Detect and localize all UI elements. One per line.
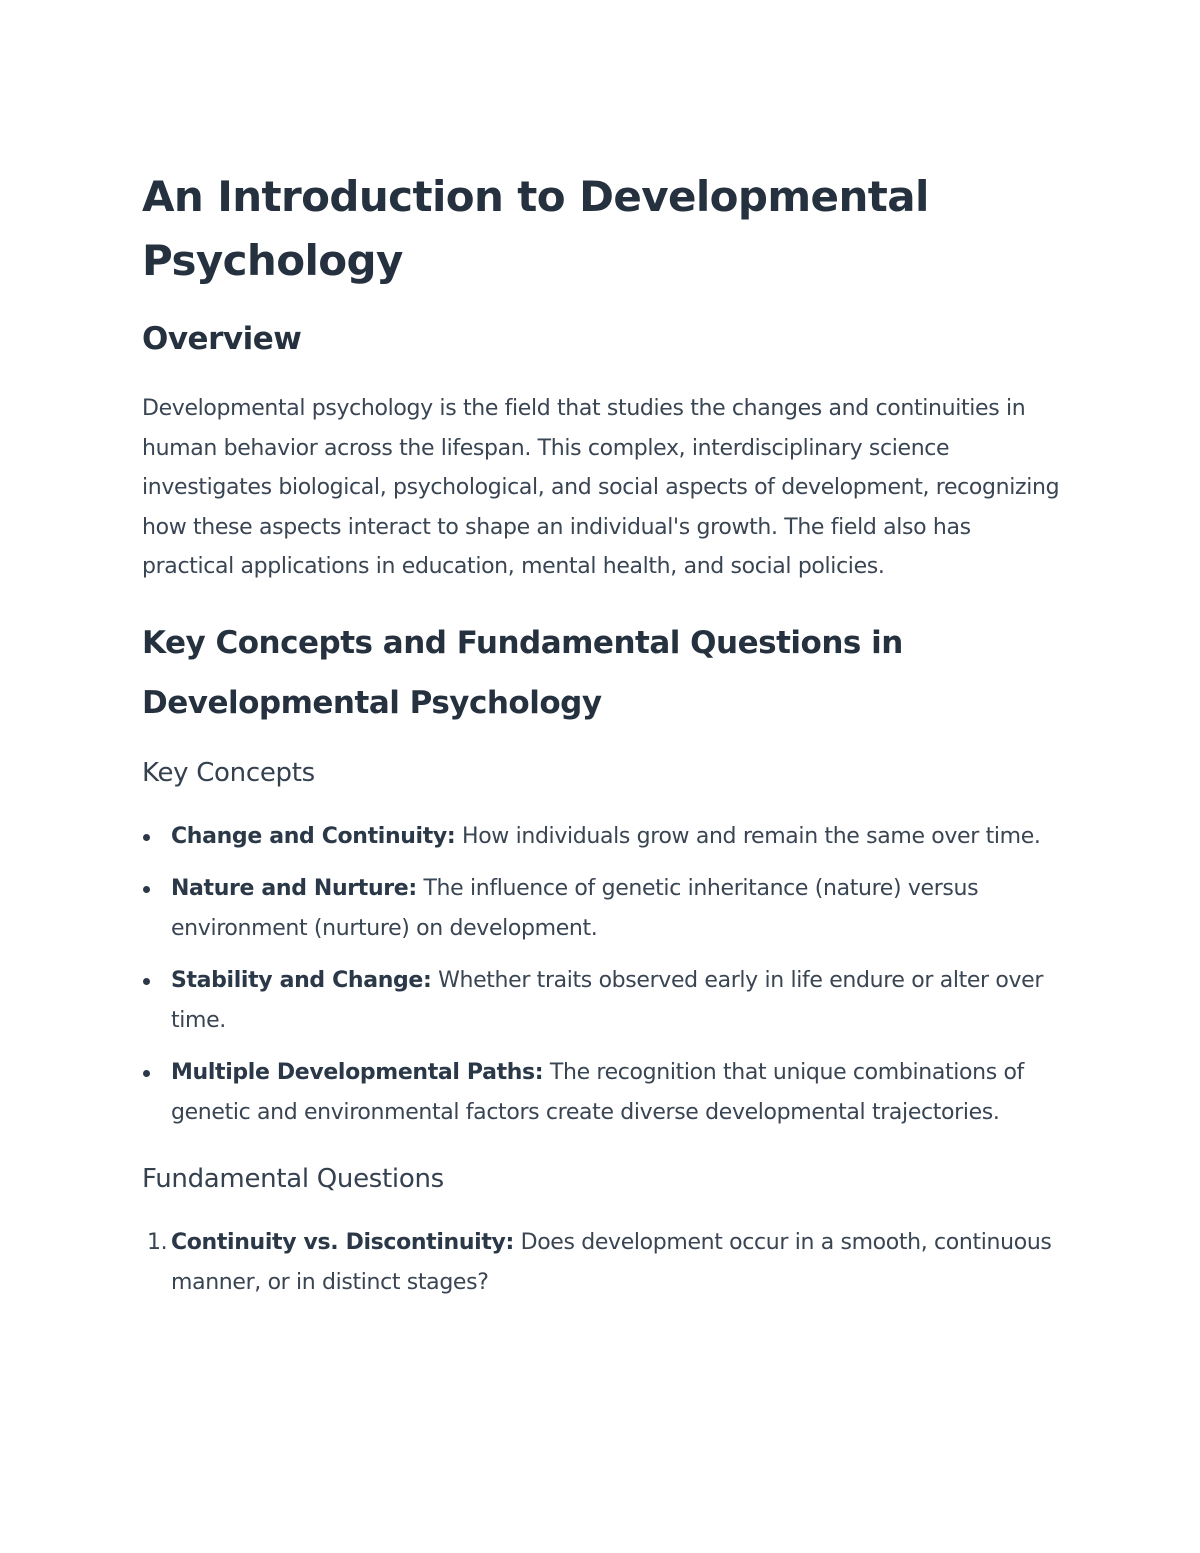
list-item	[142, 1223, 1062, 1303]
list-item	[142, 961, 1062, 1041]
concept-term: Change and Continuity:	[171, 823, 456, 849]
list-item	[142, 1053, 1062, 1133]
key-concepts-heading: Key Concepts	[142, 757, 315, 788]
concept-term: Multiple Developmental Paths:	[171, 1059, 544, 1085]
key-section-heading: Key Concepts and Fundamental Questions in Developmental Psychology	[142, 624, 903, 721]
concept-term: Stability and Change:	[171, 967, 432, 993]
question-number: 1.	[147, 1229, 168, 1255]
list-item	[142, 869, 1062, 949]
concept-text: How individuals grow and remain the same over time.	[455, 823, 1041, 849]
question-term: Continuity vs. Discontinuity:	[171, 1229, 514, 1255]
fundamental-questions-heading: Fundamental Questions	[142, 1163, 444, 1194]
overview-paragraph: Developmental psychology is the field that studies the changes and continuities in human behavior across the lifespan. This complex, interdisciplinary science investigates biological, psychological, and social aspects of development, recognizing how these aspects interact to shape an individual's growth. The field also has practical applications in education, mental health, and social policies.	[142, 396, 1060, 580]
concept-text: The influence of genetic inheritance (nature) versus environment (nurture) on development.	[171, 875, 979, 941]
document-page	[142, 165, 1062, 1303]
question-text: Does development occur in a smooth, continuous manner, or in distinct stages?	[171, 1229, 1052, 1295]
overview-heading: Overview	[142, 321, 302, 357]
key-concepts-list	[142, 817, 1062, 1133]
concept-text: The recognition that unique combinations of genetic and environmental factors create diverse developmental trajectories.	[171, 1059, 1024, 1125]
concept-term: Nature and Nurture:	[171, 875, 417, 901]
list-item	[142, 817, 1062, 857]
document-title: An Introduction to Developmental Psychology	[142, 172, 929, 285]
fundamental-questions-list	[142, 1223, 1062, 1303]
concept-text: Whether traits observed early in life endure or alter over time.	[171, 967, 1044, 1033]
